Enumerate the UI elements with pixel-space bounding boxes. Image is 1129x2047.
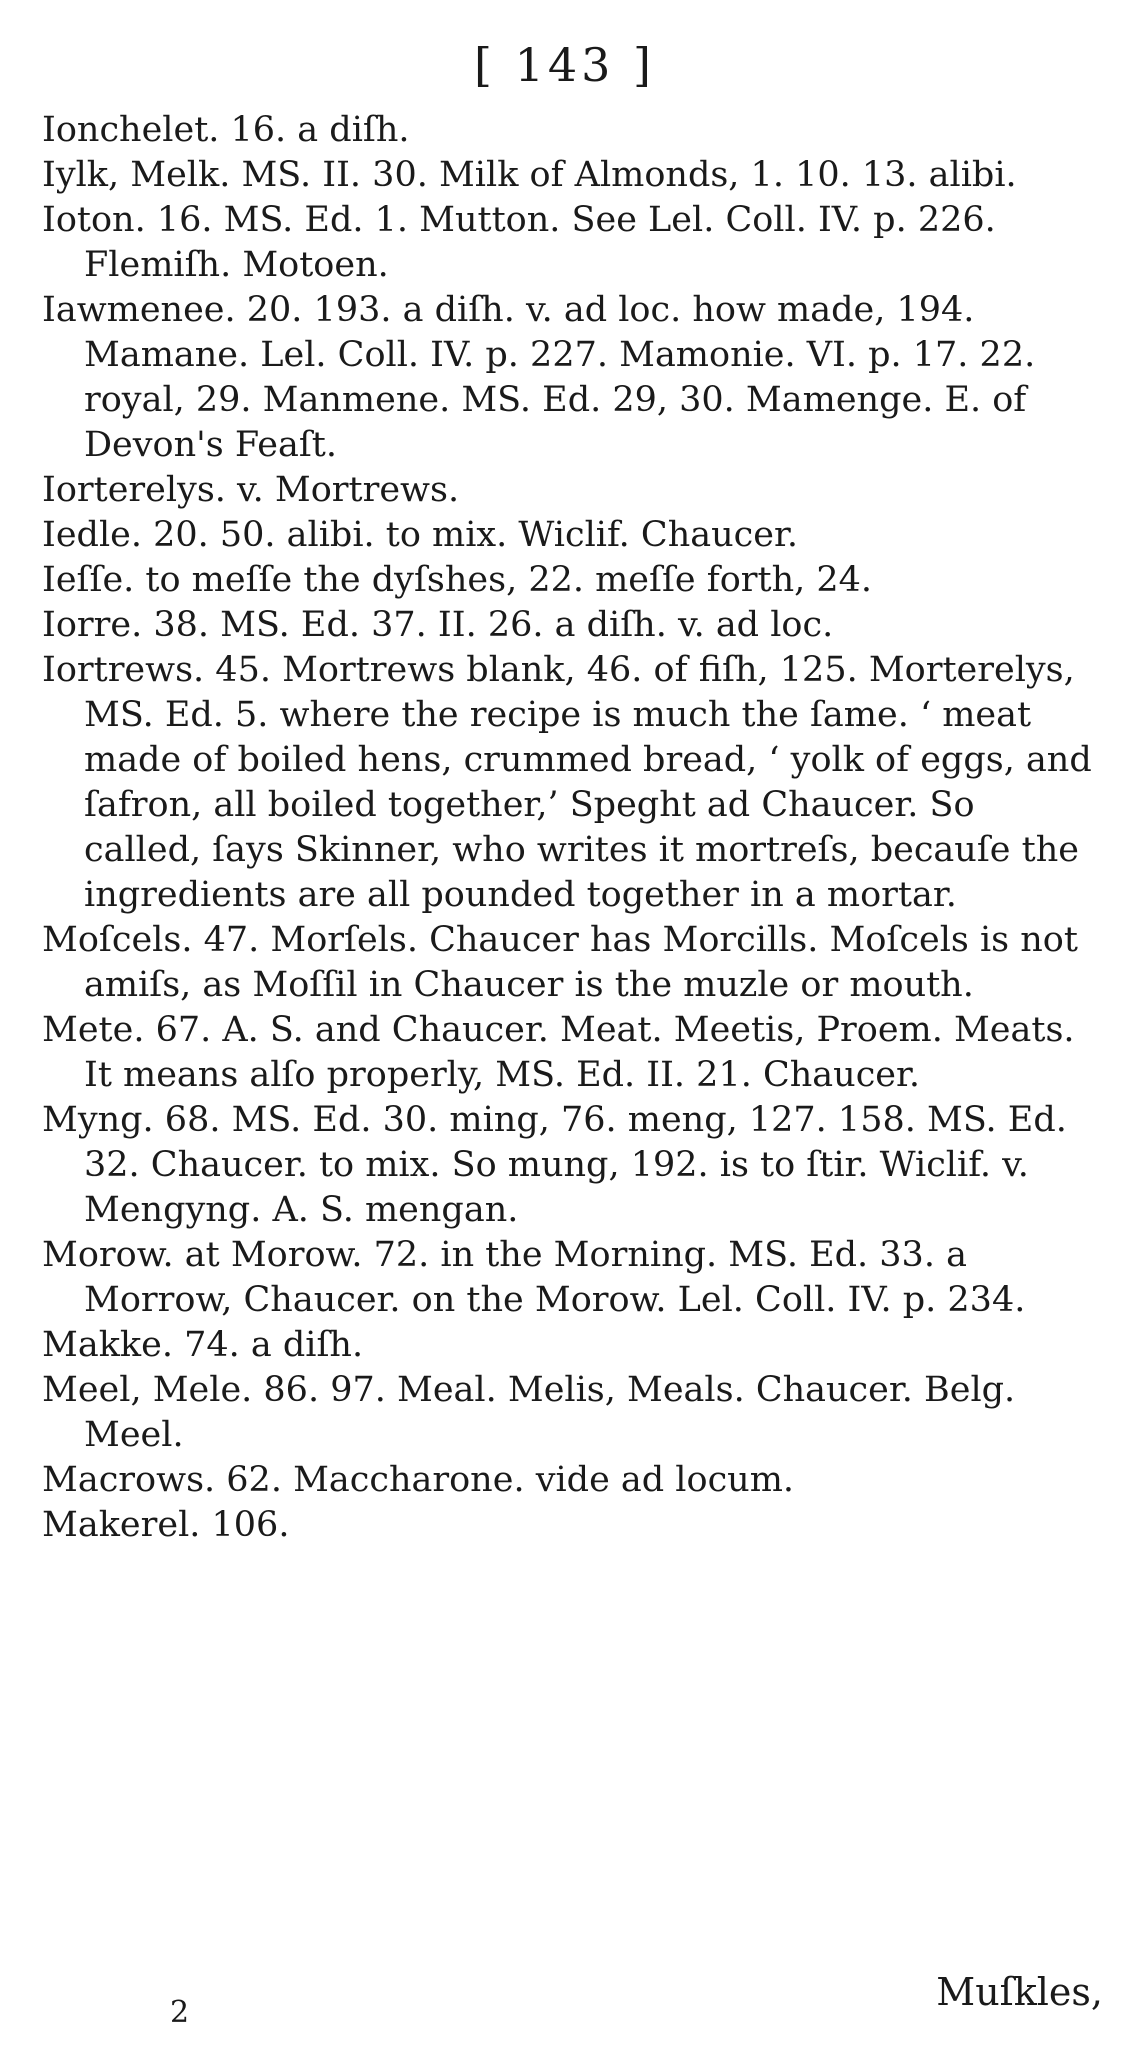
glossary-entry: Iorterelys. v. Mortrews. <box>42 470 460 510</box>
signature-mark: 2 <box>170 1995 190 2030</box>
glossary-entry: Ionchelet. 16. a diſh. <box>42 110 410 150</box>
glossary-entry: Ieſſe. to meſſe the dyſshes, 22. meſſe forth, 24. <box>42 560 873 600</box>
glossary-entry: Makerel. 106. <box>42 1505 290 1545</box>
page-number: [ 143 ] <box>474 38 655 92</box>
glossary-entry: Iawmenee. 20. 193. a diſh. v. ad loc. how made, 194. Mamane. Lel. Coll. IV. p. 227. Mamonie. VI. p. 17. 22. royal, 29. Manmene. MS. Ed. 29, 30. Mamenge. E. of Devon's Feaſt. <box>42 290 1036 465</box>
glossary-entry: Iortrews. 45. Mortrews blank, 46. of fiſh, 125. Morterelys, MS. Ed. 5. where the recipe is much the ſame. ‘ meat made of boiled hens, crummed bread, ‘ yolk of eggs, and ſafron, all boiled together,’ Speght ad Chaucer. So called, ſays Skinner, who writes it mortreſs, becauſe the ingredients are all pounded together in a mortar. <box>42 650 1092 915</box>
glossary-entry: Iorre. 38. MS. Ed. 37. II. 26. a diſh. v. ad loc. <box>42 605 834 645</box>
glossary-entry: Ioton. 16. MS. Ed. 1. Mutton. See Lel. Coll. IV. p. 226. Flemiſh. Motoen. <box>42 200 996 285</box>
glossary-entry: Morow. at Morow. 72. in the Morning. MS. Ed. 33. a Morrow, Chaucer. on the Morow. Lel. Coll. IV. p. 234. <box>42 1235 1026 1320</box>
glossary-entry: Moſcels. 47. Morſels. Chaucer has Morcills. Moſcels is not amiſs, as Moſſil in Chaucer is the muzle or mouth. <box>42 920 1078 1005</box>
glossary-entry: Myng. 68. MS. Ed. 30. ming, 76. meng, 127. 158. MS. Ed. 32. Chaucer. to mix. So mung, 192. is to ſtir. Wiclif. v. Mengyng. A. S. mengan. <box>42 1100 1067 1230</box>
glossary-entry: Meel, Mele. 86. 97. Meal. Melis, Meals. Chaucer. Belg. Meel. <box>42 1370 1016 1455</box>
catchword: Muſkles, <box>936 1970 1103 2014</box>
glossary-entry: Iylk, Melk. MS. II. 30. Milk of Almonds, 1. 10. 13. alibi. <box>42 155 1017 195</box>
glossary-entry: Makke. 74. a diſh. <box>42 1325 364 1365</box>
glossary-entry: Mete. 67. A. S. and Chaucer. Meat. Meetis, Proem. Meats. It means alſo properly, MS. Ed. II. 21. Chaucer. <box>42 1010 1075 1095</box>
glossary-entry: Iedle. 20. 50. alibi. to mix. Wiclif. Chaucer. <box>42 515 798 555</box>
glossary-entry: Macrows. 62. Maccharone. vide ad locum. <box>42 1460 795 1500</box>
glossary-entries <box>42 108 1102 1548</box>
